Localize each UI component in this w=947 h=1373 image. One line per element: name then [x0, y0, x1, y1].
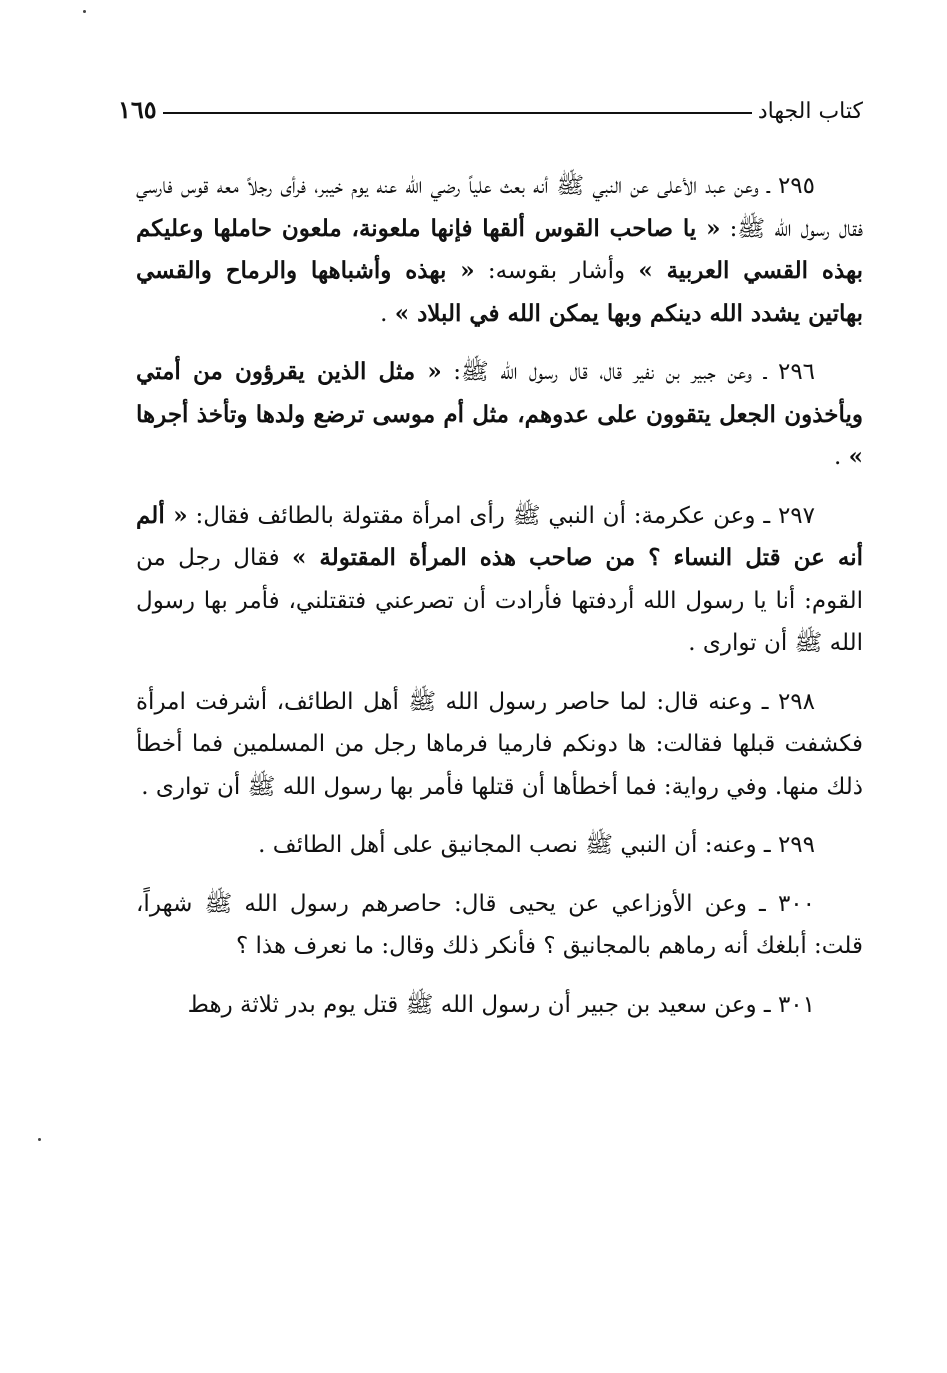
hadith-quote: « يا صاحب القوس ألقها فإنها ملعونة، ملعون حاملها وعليكم بهذه القسي العربية » [136, 214, 864, 284]
hadith-intro: ـ وعن الأوزاعي عن يحيى قال: حاصرهم رسول الله ﷺ شهراً، قلت: أبلغك أنه رماهم بالمجانيق ؟ فأنكر ذلك وقال: ما نعرف هذا ؟ [136, 890, 863, 959]
hadith-intro: ـ وعن عبد الأعلى عن النبي ﷺ أنه بعث علياً رضي الله عنه يوم خيبر، فرأى رجلاً معه قوس فارسي فقال رسول الله ﷺ: [136, 173, 864, 242]
hadith-301 [136, 984, 863, 1027]
page-body [136, 165, 863, 1042]
scan-speck [83, 10, 86, 13]
hadith-intro: ـ وعن عكرمة: أن النبي ﷺ رأى امرأة مقتولة بالطائف فقال: [195, 502, 771, 529]
page-number: ١٦٥ [118, 95, 157, 124]
hadith-quote: « مثل الذين يقرؤون من أمتي ويأخذون الجعل يتقوون على عدوهم، مثل أم موسى ترضع ولدها وتأخذ أجرها » [136, 358, 863, 470]
hadith-297 [136, 495, 863, 665]
hadith-299 [136, 824, 863, 867]
hadith-end: . [141, 773, 149, 800]
running-header [118, 84, 863, 124]
hadith-intro: ـ وعن جبير بن نفير قال، قال رسول الله ﷺ: [453, 359, 767, 385]
hadith-end: . [380, 300, 388, 327]
hadith-intro: ـ وعنه قال: لما حاصر رسول الله ﷺ أهل الطائف، أشرفت امرأة فكشفت قبلها فقالت: ها دونكم فارميا فرماها رجل من المسلمين فما أخطأ ذلك منها. وفي رواية: فما أخطأها أن قتلها فأمر بها رسول الله ﷺ أن توارى [136, 688, 863, 800]
scan-speck [38, 1138, 41, 1141]
hadith-middle: وأشار بقوسه: [487, 258, 626, 284]
hadith-number: ٢٩٥ [777, 173, 816, 199]
hadith-number: ٢٩٨ [777, 688, 816, 715]
header-rule [163, 112, 752, 114]
hadith-number: ٢٩٧ [777, 502, 816, 529]
hadith-300 [136, 883, 863, 968]
hadith-number: ٢٩٦ [777, 359, 816, 385]
hadith-end: . [834, 444, 842, 470]
hadith-quote: « ألم أنه عن قتل النساء ؟ من صاحب هذه المرأة المقتولة » [136, 501, 864, 571]
hadith-end: . [258, 832, 266, 858]
hadith-298 [136, 681, 863, 809]
hadith-intro: ـ وعن سعيد بن جبير أن رسول الله ﷺ قتل يوم بدر ثلاثة رهط [187, 991, 771, 1018]
hadith-quote: « بهذه وأشباهها والرماح والقسي بهاتين يشدد الله دينكم وبها يمكن الله في البلاد » [136, 257, 863, 327]
hadith-intro: ـ وعنه: أن النبي ﷺ نصب المجانيق على أهل الطائف [272, 832, 771, 858]
book-title: كتاب الجهاد [757, 99, 863, 124]
hadith-end: . [688, 630, 696, 656]
hadith-296 [136, 351, 863, 479]
hadith-middle: فقال رجل من القوم: أنا يا رسول الله أردفتها فأرادت أن تصرعني فتقتلني، فأمر بها رسول الله ﷺ أن توارى [136, 545, 863, 656]
hadith-number: ٢٩٩ [777, 832, 815, 858]
hadith-295 [136, 165, 863, 335]
hadith-number: ٣٠٠ [777, 890, 816, 917]
hadith-number: ٣٠١ [777, 991, 815, 1018]
